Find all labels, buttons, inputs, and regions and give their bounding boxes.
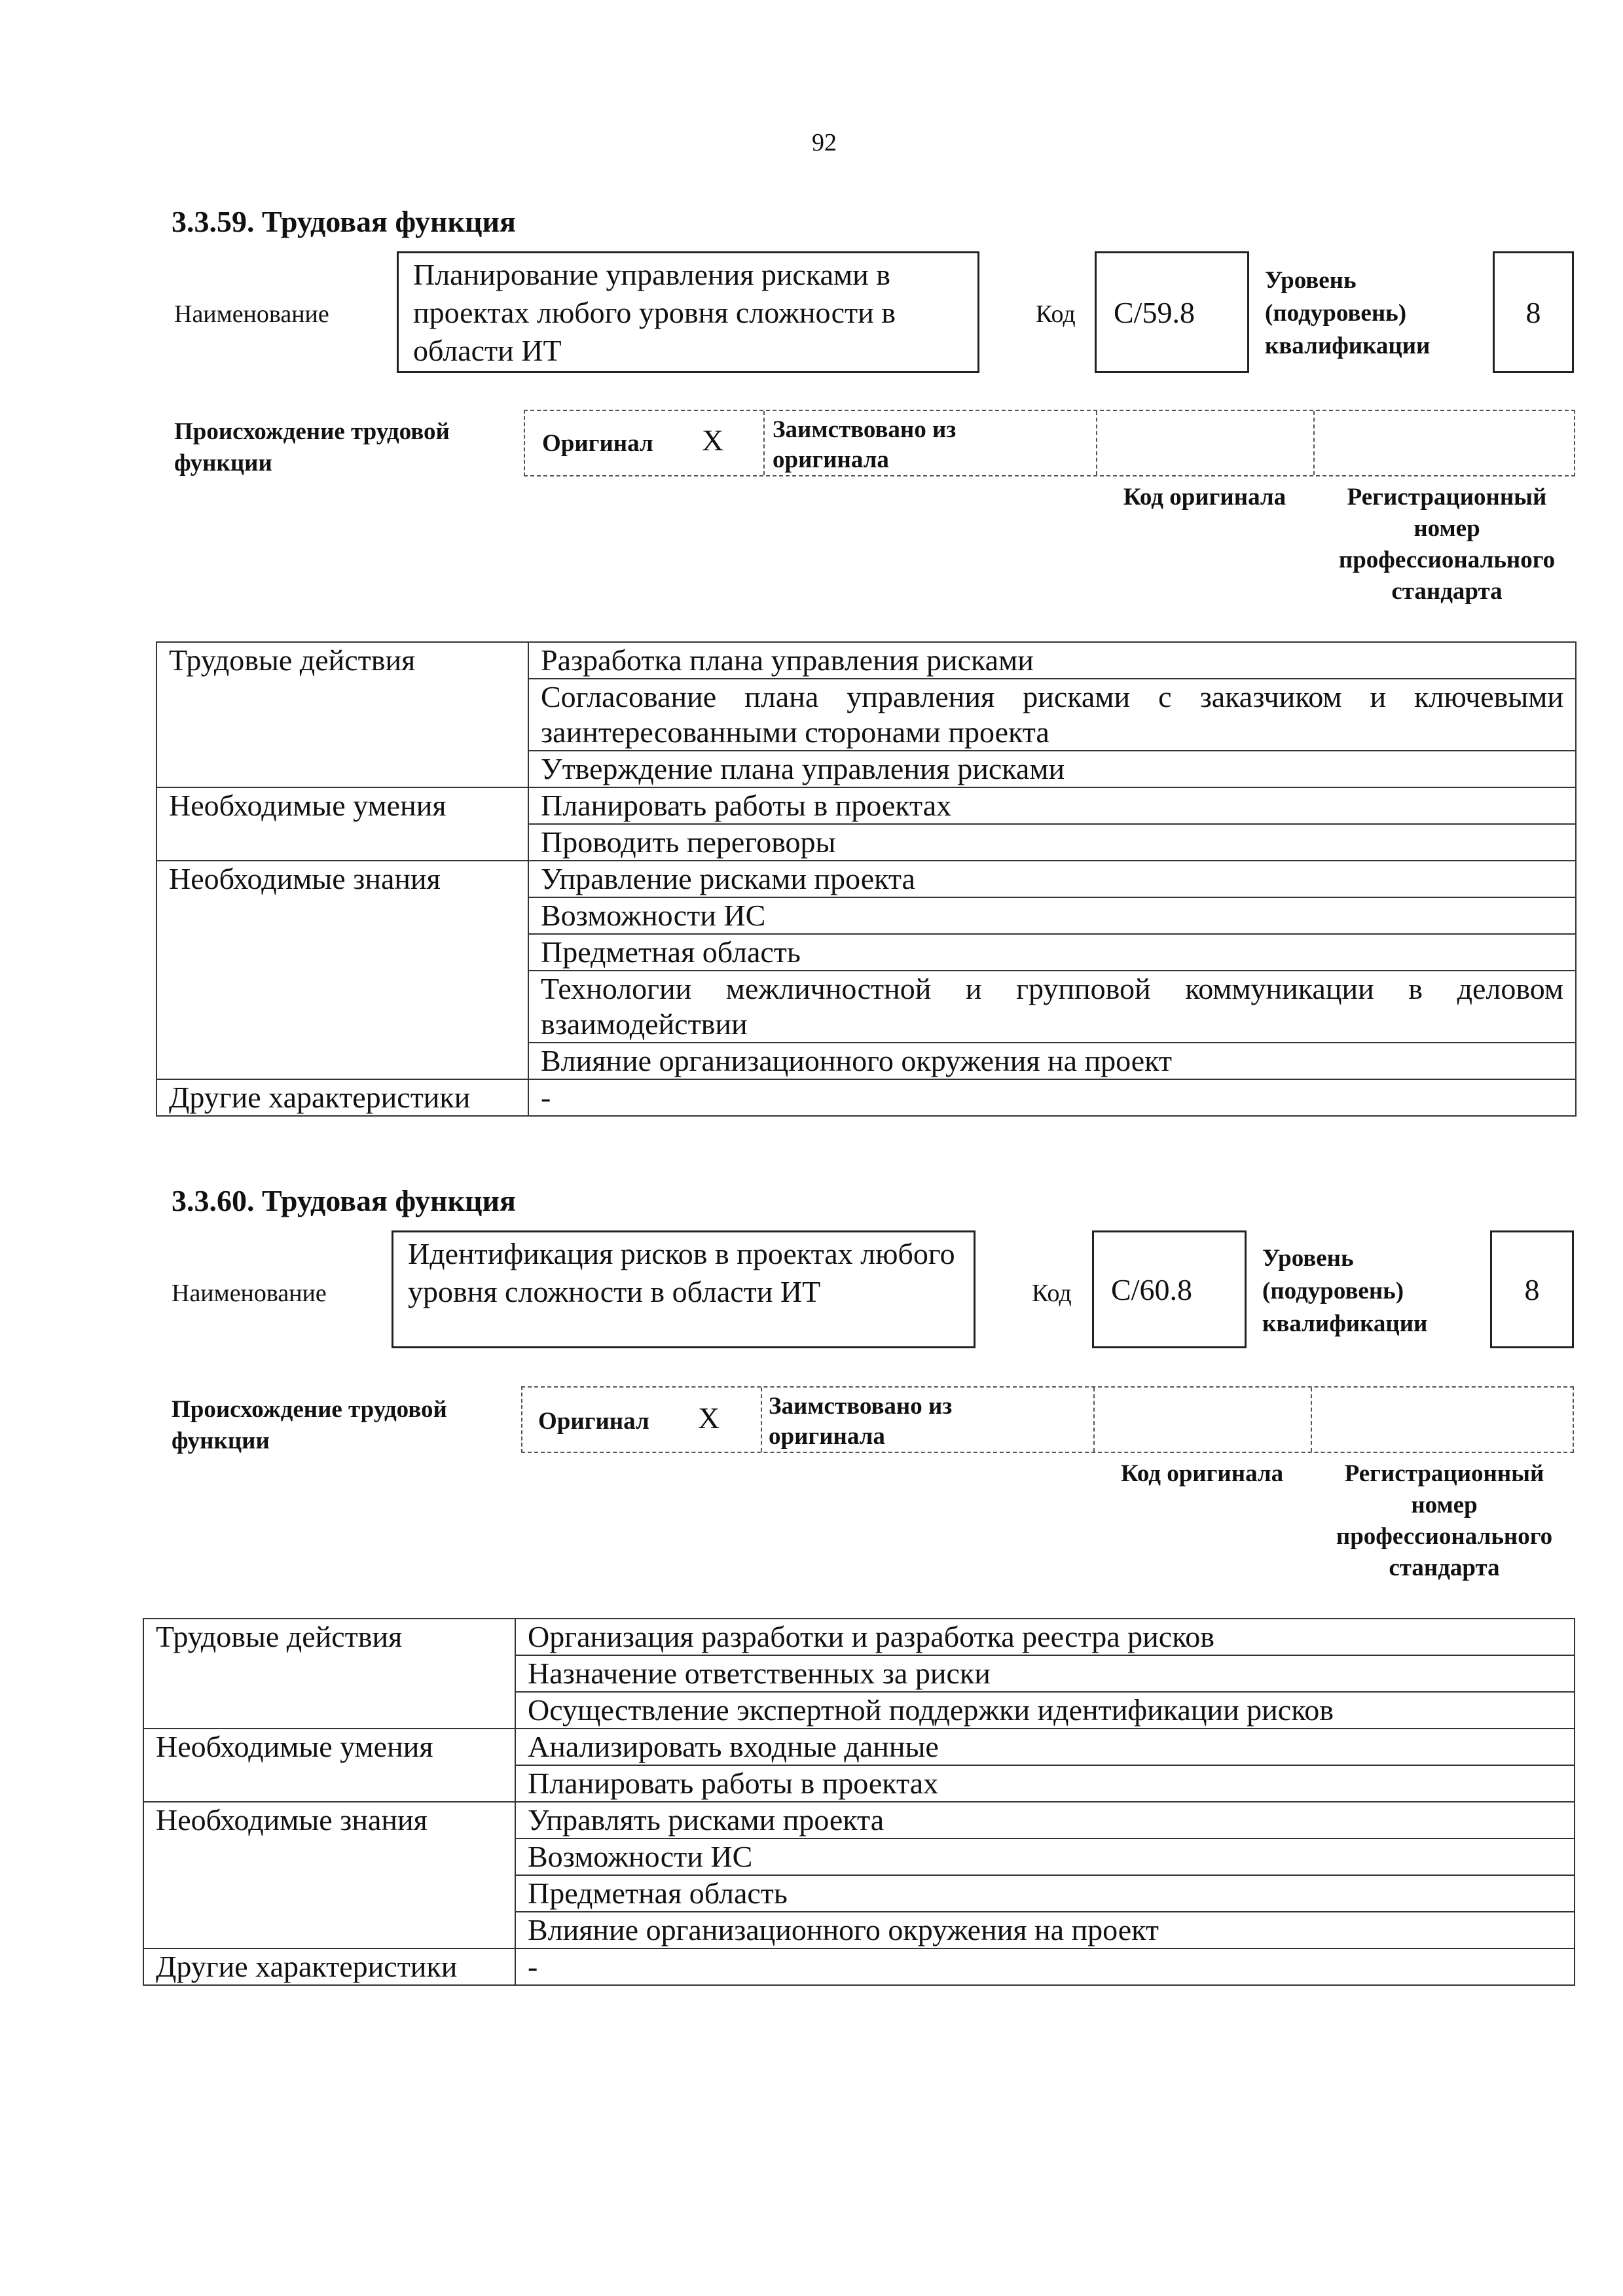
section-title: 3.3.60. Трудовая функция <box>172 1184 516 1217</box>
function-code-box: C/59.8 <box>1095 251 1249 373</box>
category-cell: Другие характеристики <box>143 1948 515 1985</box>
content-cell: Управление рисками проекта <box>528 861 1576 897</box>
table-row <box>156 1079 1576 1116</box>
table-row <box>156 861 1576 897</box>
section-title: 3.3.59. Трудовая функция <box>172 205 516 238</box>
function-name-box: Планирование управления рисками в проектах любого уровня сложности в области ИТ <box>397 251 979 373</box>
content-cell: Возможности ИС <box>528 897 1576 934</box>
level-label: Уровень (подуровень) квалификации <box>1262 1245 1428 1337</box>
original-label: Оригинал <box>538 1408 649 1435</box>
level-value-box: 8 <box>1493 251 1574 373</box>
original-mark: X <box>702 423 724 457</box>
category-cell: Трудовые действия <box>143 1619 515 1729</box>
function-table <box>143 1618 1575 1986</box>
content-cell: Организация разработки и разработка реестра рисков <box>515 1619 1575 1655</box>
content-cell: Влияние организационного окружения на проект <box>515 1912 1575 1948</box>
name-label: Наименование <box>174 300 329 328</box>
table-row <box>156 642 1576 679</box>
content-cell: Проводить переговоры <box>528 824 1576 861</box>
category-cell: Трудовые действия <box>156 642 528 787</box>
origin-label: Происхождение трудовой функции <box>172 1396 447 1454</box>
function-code-box: C/60.8 <box>1092 1230 1247 1348</box>
page-number: 92 <box>812 129 837 156</box>
content-cell: Предметная область <box>515 1875 1575 1912</box>
category-cell: Необходимые знания <box>156 861 528 1079</box>
table-row <box>143 1619 1575 1655</box>
original-label: Оригинал <box>542 430 653 457</box>
content-cell: Анализировать входные данные <box>515 1729 1575 1765</box>
level-value-box: 8 <box>1490 1230 1574 1348</box>
original-mark: X <box>698 1401 720 1435</box>
content-cell: - <box>515 1948 1575 1985</box>
level-label: Уровень (подуровень) квалификации <box>1265 267 1431 359</box>
origin-label: Происхождение трудовой функции <box>174 418 450 476</box>
reg-number-caption: Регистрационный номер профессионального стандарта <box>1336 1460 1553 1581</box>
content-cell: Управлять рисками проекта <box>515 1802 1575 1839</box>
content-cell: Возможности ИС <box>515 1839 1575 1875</box>
reg-number-caption: Регистрационный номер профессионального стандарта <box>1338 484 1556 605</box>
content-cell: Осуществление экспертной поддержки идентификации рисков <box>515 1692 1575 1729</box>
table-row <box>143 1802 1575 1839</box>
category-cell: Необходимые умения <box>143 1729 515 1802</box>
category-cell: Необходимые знания <box>143 1802 515 1948</box>
content-cell: - <box>528 1079 1576 1116</box>
code-label: Код <box>1032 1280 1072 1307</box>
category-cell: Необходимые умения <box>156 787 528 861</box>
origin-row <box>521 1386 1574 1453</box>
table-row <box>143 1729 1575 1765</box>
code-original-caption: Код оригинала <box>1123 484 1286 511</box>
table-row <box>143 1948 1575 1985</box>
content-cell: Согласование плана управления рисками с заказчиком и ключевыми заинтересованными сторонами проекта <box>528 679 1576 751</box>
content-cell: Влияние организационного окружения на проект <box>528 1043 1576 1079</box>
content-cell: Разработка плана управления рисками <box>528 642 1576 679</box>
content-cell: Утверждение плана управления рисками <box>528 751 1576 787</box>
table-row <box>156 787 1576 824</box>
content-cell: Назначение ответственных за риски <box>515 1655 1575 1692</box>
content-cell: Технологии межличностной и групповой коммуникации в деловом взаимодействии <box>528 971 1576 1043</box>
content-cell: Планировать работы в проектах <box>528 787 1576 824</box>
code-label: Код <box>1036 300 1076 328</box>
category-cell: Другие характеристики <box>156 1079 528 1116</box>
code-original-caption: Код оригинала <box>1120 1460 1284 1487</box>
origin-row <box>524 410 1575 476</box>
content-cell: Предметная область <box>528 934 1576 971</box>
borrowed-label: Заимствовано из оригинала <box>773 416 957 473</box>
content-cell: Планировать работы в проектах <box>515 1765 1575 1802</box>
function-name-box: Идентификация рисков в проектах любого уровня сложности в области ИТ <box>392 1230 976 1348</box>
borrowed-label: Заимствовано из оригинала <box>769 1393 953 1450</box>
function-table <box>156 641 1577 1117</box>
name-label: Наименование <box>172 1280 327 1307</box>
